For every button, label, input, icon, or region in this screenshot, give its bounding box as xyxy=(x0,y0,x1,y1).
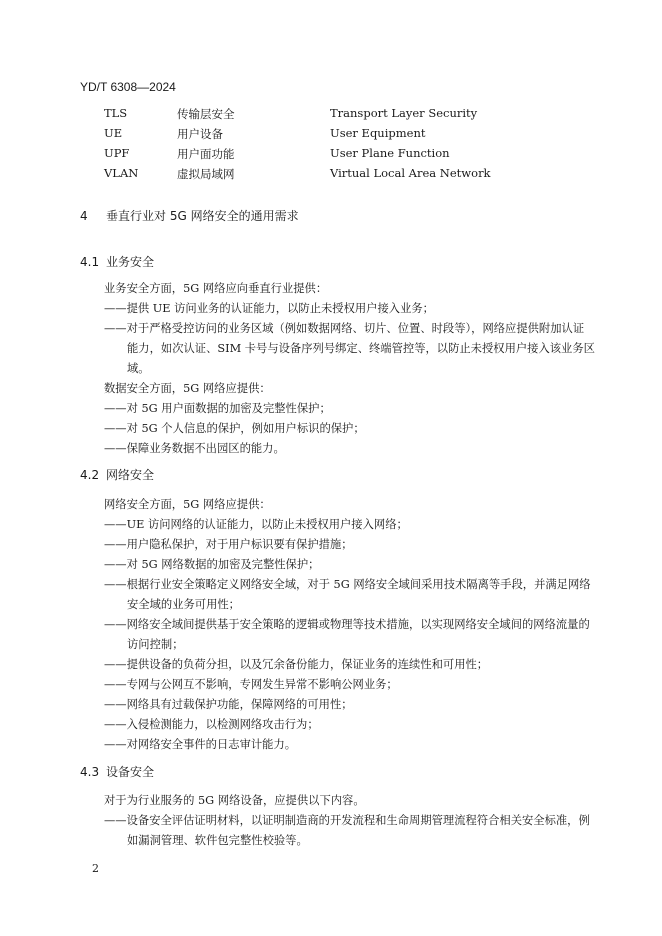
abbr-english: Transport Layer Security xyxy=(330,106,478,120)
abbr-chinese: 传输层安全 xyxy=(177,107,235,121)
abbr-term: UPF xyxy=(104,146,130,160)
list-item-continuation: 如漏洞管理、软件包完整性校验等。 xyxy=(127,834,308,847)
list-item: ——保障业务数据不出园区的能力。 xyxy=(104,442,285,455)
abbr-english: Virtual Local Area Network xyxy=(330,166,491,180)
page-number: 2 xyxy=(92,862,99,875)
section-number: 4.1 xyxy=(80,255,100,269)
abbr-term: TLS xyxy=(104,106,128,120)
list-item: ——网络安全域间提供基于安全策略的逻辑或物理等技术措施，以实现网络安全域间的网络流量的 xyxy=(104,618,590,631)
list-item: ——提供 UE 访问业务的认证能力，以防止未授权用户接入业务； xyxy=(104,302,434,315)
list-item: ——根据行业安全策略定义网络安全域，对于 5G 网络安全域间采用技术隔离等手段，并满足网络 xyxy=(104,578,591,591)
list-item: ——对网络安全事件的日志审计能力。 xyxy=(104,738,297,751)
list-item: ——对 5G 个人信息的保护，例如用户标识的保护； xyxy=(104,422,365,435)
paragraph-intro: 业务安全方面，5G 网络应向垂直行业提供： xyxy=(104,282,328,295)
list-item: ——专网与公网互不影响，专网发生异常不影响公网业务； xyxy=(104,678,398,691)
list-item: ——对于严格受控访问的业务区域（例如数据网络、切片、位置、时段等），网络应提供附加认证 xyxy=(104,322,585,335)
list-item: ——对 5G 网络数据的加密及完整性保护； xyxy=(104,558,320,571)
subsection-heading xyxy=(80,763,154,780)
subsection-heading xyxy=(80,253,154,270)
list-item: ——入侵检测能力，以检测网络攻击行为； xyxy=(104,718,319,731)
abbr-chinese: 虚拟局域网 xyxy=(177,167,235,181)
list-item: ——UE 访问网络的认证能力，以防止未授权用户接入网络； xyxy=(104,518,408,531)
section-title: 网络安全 xyxy=(106,468,155,482)
list-item-continuation: 安全域的业务可用性； xyxy=(127,598,240,611)
paragraph-intro: 对于为行业服务的 5G 网络设备，应提供以下内容。 xyxy=(104,794,365,807)
document-code: YD/T 6308—2024 xyxy=(80,80,176,94)
abbr-term: VLAN xyxy=(104,166,139,180)
section-title: 业务安全 xyxy=(106,255,155,269)
paragraph-intro: 数据安全方面，5G 网络应提供： xyxy=(104,382,271,395)
list-item: ——网络具有过载保护功能，保障网络的可用性； xyxy=(104,698,353,711)
section-number: 4.3 xyxy=(80,765,100,779)
list-item-continuation: 访问控制； xyxy=(127,638,184,651)
section-title: 垂直行业对 5G 网络安全的通用需求 xyxy=(106,209,299,223)
list-item: ——用户隐私保护，对于用户标识要有保护措施； xyxy=(104,538,353,551)
list-item: ——设备安全评估证明材料，以证明制造商的开发流程和生命周期管理流程符合相关安全标准，例 xyxy=(104,814,590,827)
list-item-continuation: 能力，如次认证、SIM 卡号与设备序列号绑定、终端管控等，以防止未授权用户接入该业务区 xyxy=(127,342,595,355)
subsection-heading xyxy=(80,466,154,483)
abbr-chinese: 用户设备 xyxy=(177,127,223,141)
section-title: 设备安全 xyxy=(106,765,155,779)
abbr-chinese: 用户面功能 xyxy=(177,147,235,161)
section-heading xyxy=(80,207,299,224)
abbr-term: UE xyxy=(104,126,123,140)
abbr-english: User Plane Function xyxy=(330,146,450,160)
abbr-english: User Equipment xyxy=(330,126,426,140)
paragraph-intro: 网络安全方面，5G 网络应提供： xyxy=(104,498,271,511)
list-item-continuation: 域。 xyxy=(127,362,150,375)
list-item: ——对 5G 用户面数据的加密及完整性保护； xyxy=(104,402,331,415)
list-item: ——提供设备的负荷分担，以及冗余备份能力，保证业务的连续性和可用性； xyxy=(104,658,489,671)
section-number: 4 xyxy=(80,209,88,223)
section-number: 4.2 xyxy=(80,468,100,482)
